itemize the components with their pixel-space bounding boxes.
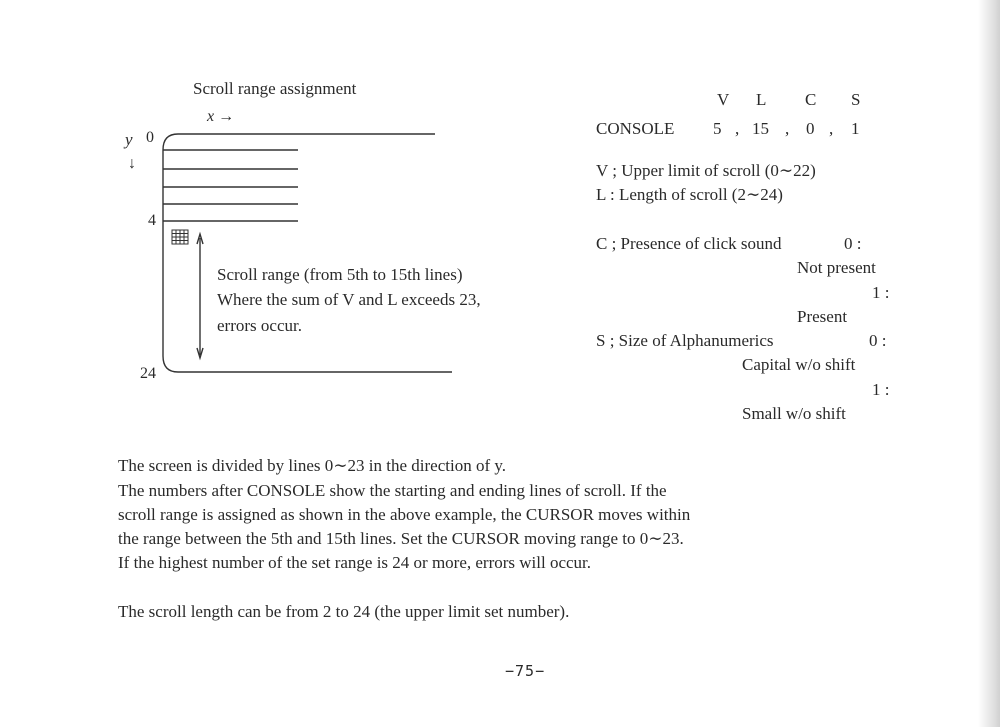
body-line-3: scroll range is assigned as shown in the above example, the CURSOR moves within: [118, 505, 691, 524]
value-sep-1: ,: [735, 119, 740, 138]
value-l: 15: [752, 119, 769, 138]
param-v-desc: V ; Upper limit of scroll (0∼22): [596, 161, 816, 180]
y-direction-arrow: ↓: [128, 155, 136, 172]
y-axis-label: y: [125, 130, 133, 149]
value-sep-3: ,: [829, 119, 834, 138]
x-axis-label: x →: [207, 108, 235, 125]
param-s-opt1-text: Small w/o shift: [742, 404, 846, 423]
param-header-l: L: [756, 90, 767, 109]
param-s-opt1-num: 1 :: [872, 380, 890, 399]
line-label-4: 4: [148, 212, 156, 229]
page-number: −75−: [505, 662, 546, 680]
screen-frame-drawing: [150, 120, 470, 390]
param-l-desc: L : Length of scroll (2∼24): [596, 185, 783, 204]
param-s-desc: S ; Size of Alphanumerics: [596, 331, 774, 350]
note-line-1: Scroll range (from 5th to 15th lines): [217, 265, 463, 284]
body-line-4: the range between the 5th and 15th lines. Set the CURSOR moving range to 0∼23.: [118, 529, 684, 548]
param-c-opt1-text: Present: [797, 307, 848, 326]
body-line-2: The numbers after CONSOLE show the starting and ending lines of scroll. If the: [118, 481, 667, 500]
param-c-opt1-num: 1 :: [872, 283, 890, 302]
param-c-desc: C ; Presence of click sound: [596, 234, 782, 253]
param-c-opt0-text: Not present: [797, 258, 876, 277]
value-s: 1: [851, 119, 860, 138]
param-header-c: C: [805, 90, 817, 109]
grid-cursor-icon: [172, 230, 188, 244]
note-line-2: Where the sum of V and L exceeds 23,: [217, 290, 481, 309]
param-header-v: V: [717, 90, 730, 109]
line-label-0: 0: [146, 129, 154, 146]
line-label-24: 24: [140, 365, 156, 382]
page-edge-shadow: [978, 0, 1000, 727]
param-s-opt0-num: 0 :: [869, 331, 887, 350]
value-sep-2: ,: [785, 119, 790, 138]
scroll-length-note: The scroll length can be from 2 to 24 (the upper limit set number).: [118, 602, 570, 621]
console-keyword: CONSOLE: [596, 119, 675, 138]
value-v: 5: [713, 119, 722, 138]
param-c-opt0-num: 0 :: [844, 234, 862, 253]
body-line-5: If the highest number of the set range is 24 or more, errors will occur.: [118, 553, 592, 572]
value-c: 0: [806, 119, 815, 138]
note-line-3: errors occur.: [217, 316, 302, 335]
param-header-s: S: [851, 90, 861, 109]
diagram-title: Scroll range assignment: [193, 79, 357, 98]
param-s-opt0-text: Capital w/o shift: [742, 355, 856, 374]
body-line-1: The screen is divided by lines 0∼23 in the direction of y.: [118, 456, 506, 475]
